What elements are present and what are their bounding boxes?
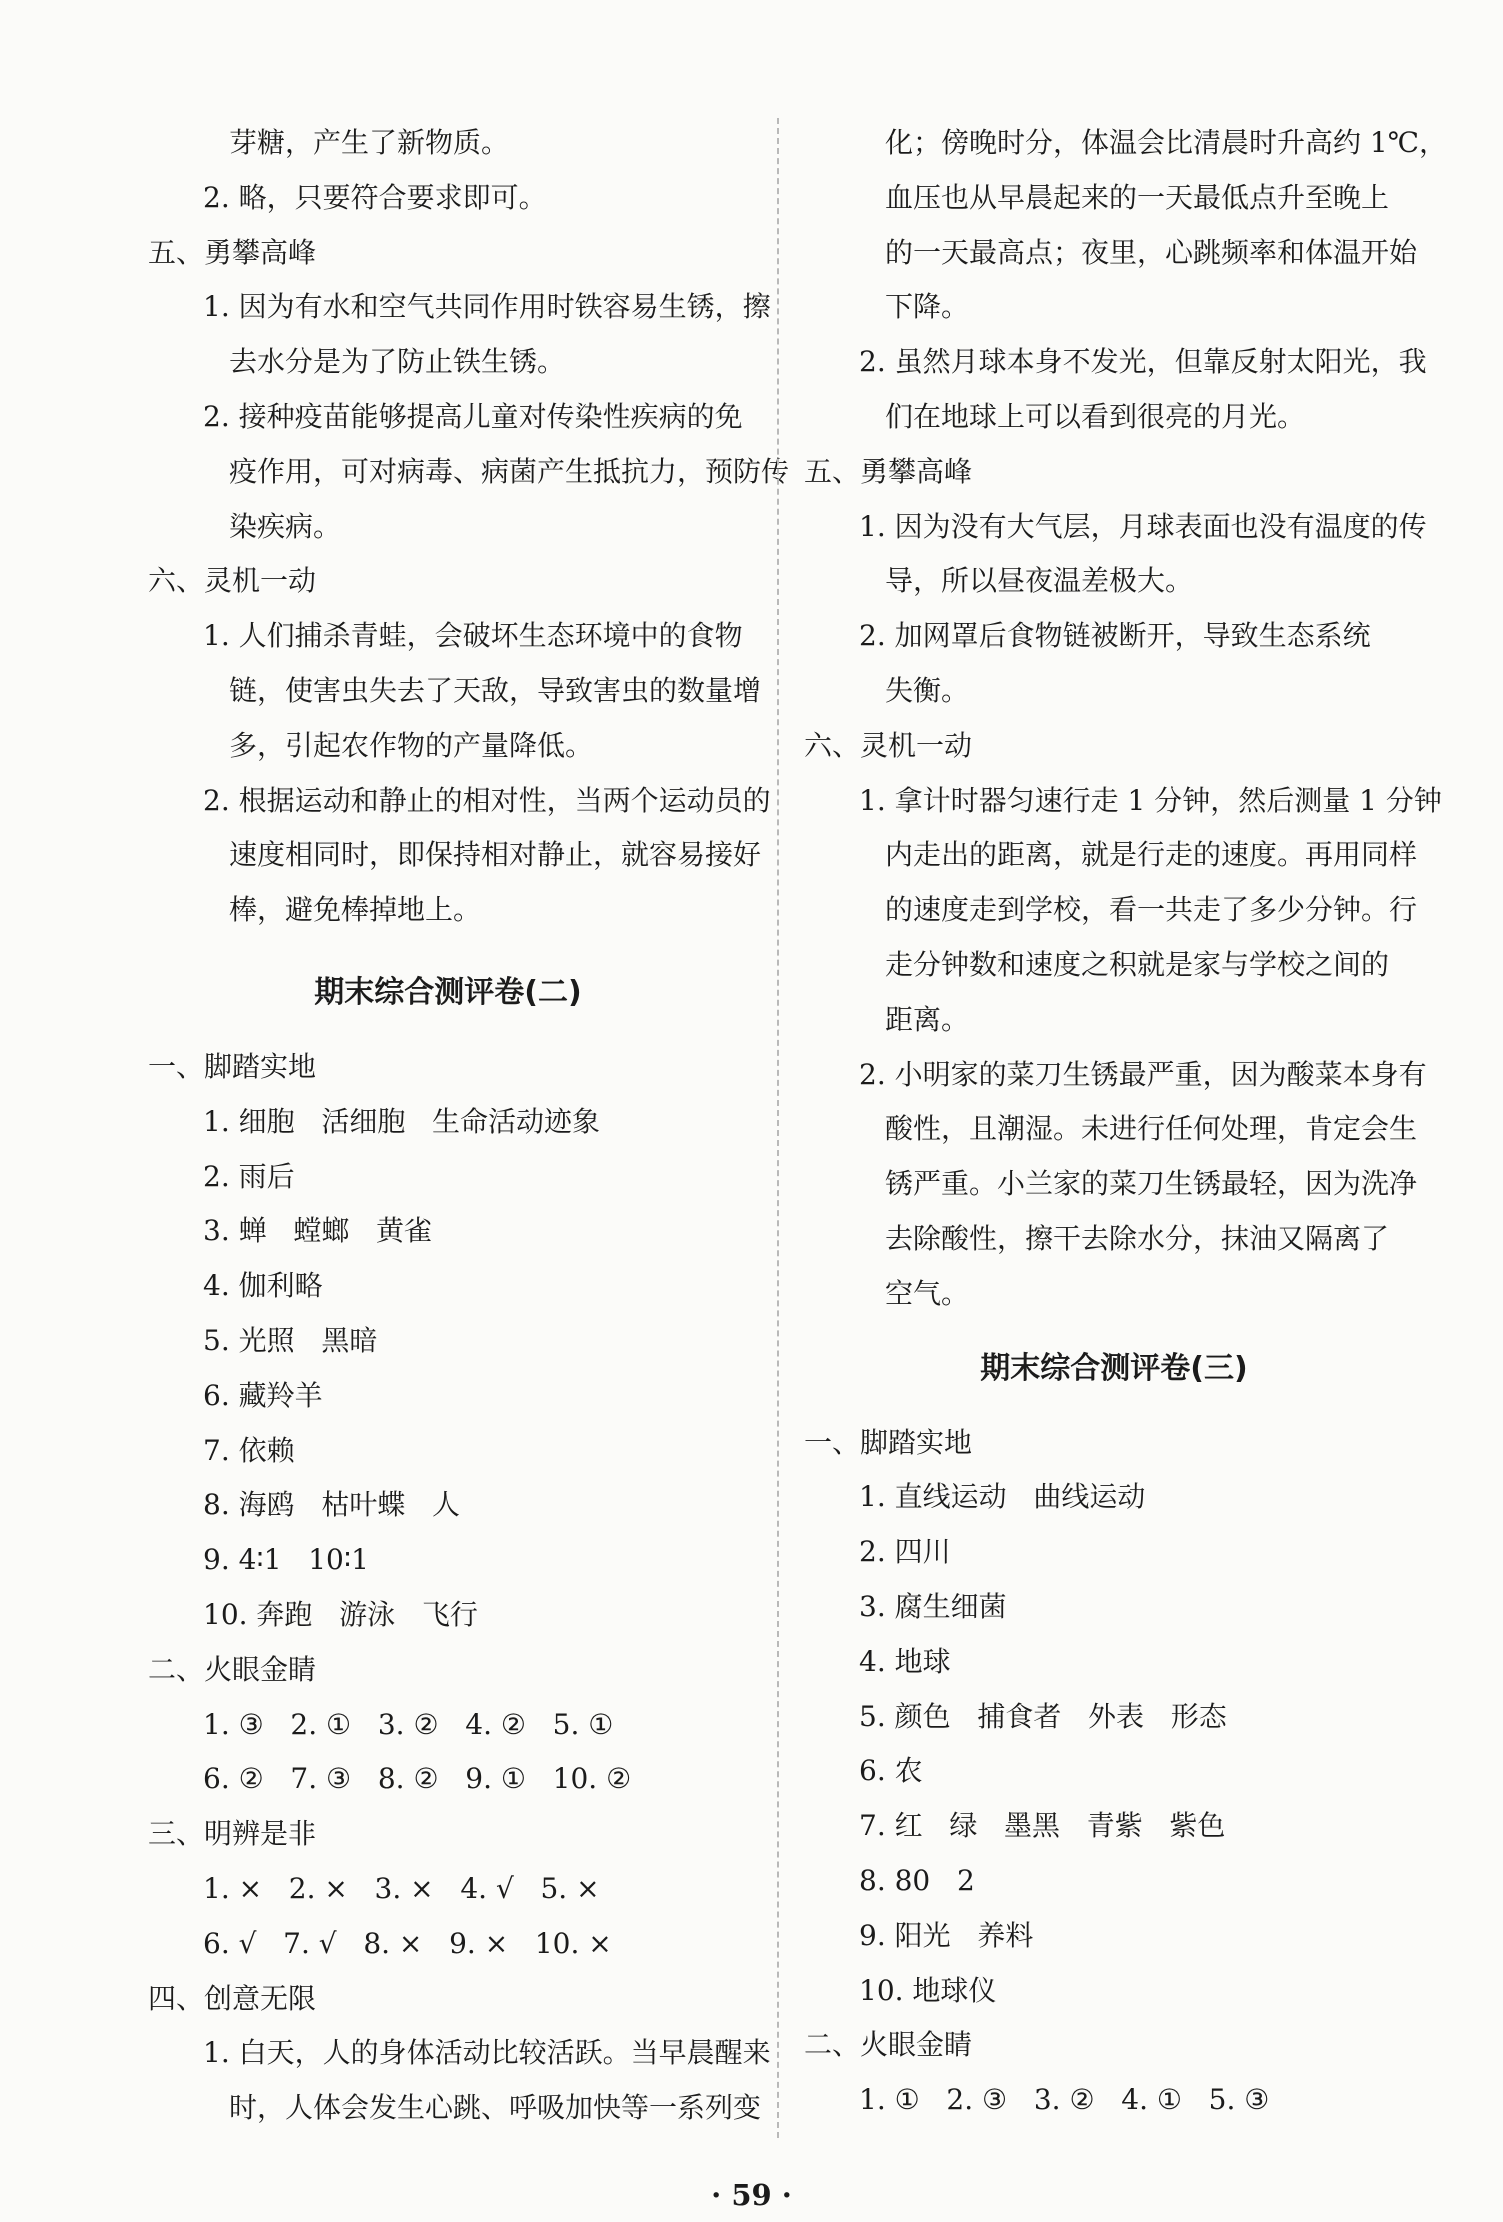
answer-line: 2. 接种疫苗能够提高儿童对传染性疾病的免: [203, 399, 743, 433]
answer-line: 9. 4∶1 10∶1: [203, 1543, 369, 1577]
answer-line: 1. 拿计时器匀速行走 1 分钟，然后测量 1 分钟: [859, 783, 1442, 817]
answer-line: 2. 略，只要符合要求即可。: [203, 180, 547, 214]
answer-line: 化；傍晚时分，体温会比清晨时升高约 1℃，: [885, 126, 1448, 159]
answer-line: 2. 加网罩后食物链被断开，导致生态系统: [859, 619, 1371, 653]
answer-line: 4. 伽利略: [203, 1269, 323, 1303]
answer-line: 多，引起农作物的产量降低。: [229, 728, 594, 762]
answer-line: 芽糖，产生了新物质。: [229, 126, 510, 159]
answer-line: 9. 阳光 养料: [859, 1918, 1034, 1952]
answer-line: 酸性，且潮湿。未进行任何处理，肯定会生: [885, 1112, 1418, 1146]
page-number: · 59 ·: [711, 2178, 792, 2212]
answer-line: 1. 白天，人的身体活动比较活跃。当早晨醒来: [203, 2036, 771, 2070]
answer-line: 去水分是为了防止铁生锈。: [229, 345, 566, 379]
section-title: 期末综合测评卷(三): [980, 1350, 1248, 1386]
answer-line: 6. ② 7. ③ 8. ② 9. ① 10. ②: [203, 1762, 632, 1796]
answer-line: 疫作用，可对病毒、病菌产生抵抗力，预防传: [229, 454, 790, 488]
answer-line: 3. 腐生细菌: [859, 1589, 1007, 1623]
answer-line: 锈严重。小兰家的菜刀生锈最轻，因为洗净: [885, 1167, 1418, 1201]
answer-line: 1. 细胞 活细胞 生命活动迹象: [203, 1104, 601, 1138]
answer-line: 4. 地球: [859, 1644, 951, 1678]
answer-line: 空气。: [885, 1276, 970, 1310]
answer-line: 内走出的距离，就是行走的速度。再用同样: [885, 838, 1418, 872]
section-title: 期末综合测评卷(二): [314, 974, 582, 1010]
answer-line: 2. 四川: [859, 1535, 951, 1569]
column-divider: [777, 118, 779, 2138]
answer-line: 8. 80 2: [859, 1863, 975, 1897]
section-heading: 六、灵机一动: [148, 564, 317, 598]
answer-line: 1. × 2. × 3. × 4. √ 5. ×: [203, 1871, 600, 1905]
section-heading: 二、火眼金睛: [148, 1652, 317, 1686]
answer-line: 5. 颜色 捕食者 外表 形态: [859, 1699, 1227, 1733]
answer-line: 时，人体会发生心跳、呼吸加快等一系列变: [229, 2091, 762, 2125]
answer-line: 的速度走到学校，看一共走了多少分钟。行: [885, 893, 1418, 927]
answer-line: 棒，避免棒掉地上。: [229, 893, 482, 927]
answer-line: 1. 因为有水和空气共同作用时铁容易生锈，擦: [203, 290, 771, 324]
answer-line: 2. 雨后: [203, 1159, 295, 1193]
section-heading: 三、明辨是非: [148, 1817, 317, 1851]
answer-line: 们在地球上可以看到很亮的月光。: [885, 399, 1306, 433]
answer-line: 2. 根据运动和静止的相对性，当两个运动员的: [203, 783, 771, 817]
answer-line: 的一天最高点；夜里，心跳频率和体温开始: [885, 235, 1418, 269]
answer-line: 8. 海鸥 枯叶蝶 人: [203, 1488, 461, 1522]
answer-line: 1. 人们捕杀青蛙，会破坏生态环境中的食物: [203, 619, 743, 653]
answer-line: 染疾病。: [229, 509, 342, 543]
answer-line: 7. 依赖: [203, 1433, 295, 1467]
answer-line: 血压也从早晨起来的一天最低点升至晚上: [885, 180, 1390, 214]
answer-line: 1. ③ 2. ① 3. ② 4. ② 5. ①: [203, 1707, 614, 1741]
answer-line: 1. 直线运动 曲线运动: [859, 1480, 1146, 1514]
section-heading: 一、脚踏实地: [804, 1425, 973, 1459]
answer-line: 6. 藏羚羊: [203, 1378, 323, 1412]
left-column: [148, 116, 790, 2136]
answer-line: 距离。: [885, 1002, 970, 1036]
answer-line: 7. 红 绿 墨黑 青紫 紫色: [859, 1809, 1226, 1843]
answer-line: 链，使害虫失去了天敌，导致害虫的数量增: [229, 673, 762, 707]
right-column: [804, 116, 1448, 2128]
answer-line: 6. 农: [859, 1754, 923, 1788]
answer-line: 走分钟数和速度之积就是家与学校之间的: [885, 947, 1390, 981]
answer-line: 2. 虽然月球本身不发光，但靠反射太阳光，我: [859, 345, 1427, 379]
answer-line: 去除酸性，擦干去除水分，抹油又隔离了: [885, 1221, 1390, 1255]
answer-line: 2. 小明家的菜刀生锈最严重，因为酸菜本身有: [859, 1057, 1427, 1091]
answer-line: 下降。: [885, 290, 970, 324]
answer-line: 3. 蝉 螳螂 黄雀: [203, 1214, 433, 1248]
section-heading: 五、勇攀高峰: [804, 454, 973, 488]
answer-line: 10. 地球仪: [859, 1973, 997, 2007]
answer-line: 5. 光照 黑暗: [203, 1323, 378, 1357]
section-heading: 二、火眼金睛: [804, 2028, 973, 2062]
section-heading: 六、灵机一动: [804, 728, 973, 762]
section-heading: 四、创意无限: [148, 1981, 317, 2015]
answer-line: 6. √ 7. √ 8. × 9. × 10. ×: [203, 1926, 612, 1960]
answer-line: 导，所以昼夜温差极大。: [885, 564, 1194, 598]
answer-line: 速度相同时，即保持相对静止，就容易接好: [229, 838, 762, 872]
answer-line: 1. ① 2. ③ 3. ② 4. ① 5. ③: [859, 2083, 1270, 2117]
answer-line: 失衡。: [885, 673, 970, 707]
answer-line: 10. 奔跑 游泳 飞行: [203, 1597, 478, 1631]
answer-line: 1. 因为没有大气层，月球表面也没有温度的传: [859, 509, 1427, 543]
section-heading: 五、勇攀高峰: [148, 235, 317, 269]
section-heading: 一、脚踏实地: [148, 1049, 317, 1083]
